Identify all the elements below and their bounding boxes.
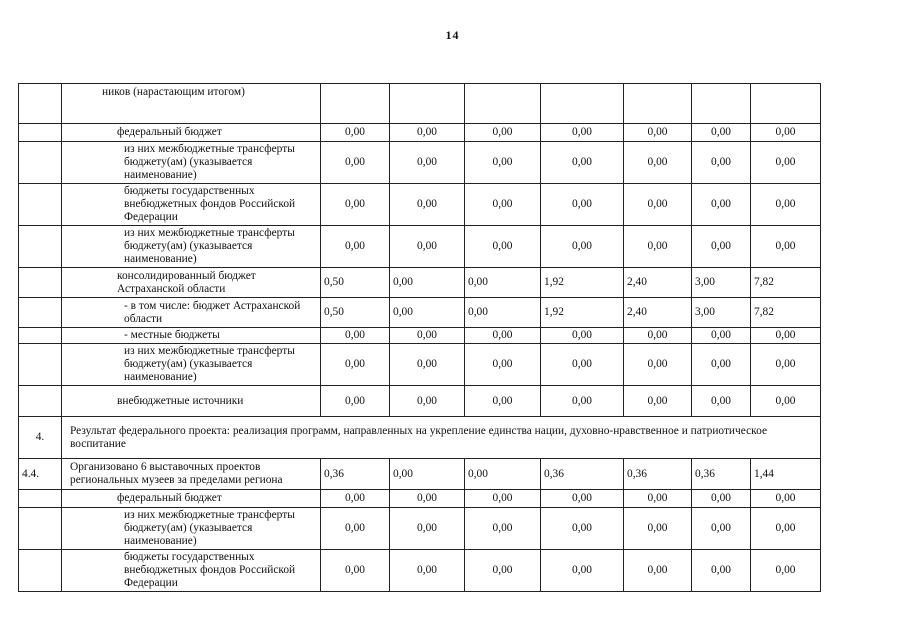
- value-cell: 0,00: [465, 268, 541, 298]
- row-index-cell: [19, 142, 62, 184]
- value-cell: 0,50: [321, 298, 390, 328]
- value-cell: 0,00: [624, 142, 692, 184]
- table-row: [19, 344, 821, 386]
- value-cell: 0,36: [541, 459, 624, 490]
- table-row: [19, 550, 821, 592]
- row-index-cell: [19, 550, 62, 592]
- page-number: 14: [445, 28, 460, 42]
- value-cell: 2,40: [624, 298, 692, 328]
- table-row: [19, 142, 821, 184]
- value-cell: 0,00: [390, 344, 465, 386]
- row-label: ников (нарастающим итогом): [62, 84, 321, 124]
- value-cell: 0,00: [624, 344, 692, 386]
- value-cell: 0,00: [390, 184, 465, 226]
- row-label: внебюджетные источники: [62, 386, 321, 417]
- table-row: [19, 226, 821, 268]
- value-cell: 0,00: [541, 344, 624, 386]
- table-row: [19, 386, 821, 417]
- value-cell: 2,40: [624, 268, 692, 298]
- row-index-cell: [19, 84, 62, 124]
- value-cell: 0,00: [465, 386, 541, 417]
- value-cell: 0,00: [321, 386, 390, 417]
- table-row: [19, 298, 821, 328]
- row-index-cell: [19, 226, 62, 268]
- row-index-cell: [19, 386, 62, 417]
- value-cell: 0,00: [751, 490, 821, 508]
- table-row: [19, 184, 821, 226]
- value-cell: 0,00: [751, 550, 821, 592]
- value-cell: 0,00: [321, 550, 390, 592]
- value-cell: 0,00: [390, 490, 465, 508]
- table-row: [19, 328, 821, 344]
- value-cell: 0,00: [624, 490, 692, 508]
- item-index: 4.4.: [19, 459, 62, 490]
- value-cell: 0,00: [465, 184, 541, 226]
- table-row: [19, 268, 821, 298]
- value-cell: 0,50: [321, 268, 390, 298]
- section-row: [19, 417, 821, 459]
- value-cell: 0,00: [465, 550, 541, 592]
- value-cell: 0,00: [692, 184, 751, 226]
- value-cell: 0,00: [465, 298, 541, 328]
- value-cell: 0,00: [390, 226, 465, 268]
- table-row: [19, 490, 821, 508]
- value-cell: 0,00: [751, 344, 821, 386]
- value-cell: 0,00: [751, 386, 821, 417]
- value-cell: 0,00: [390, 142, 465, 184]
- value-cell: 0,00: [624, 386, 692, 417]
- value-cell: 0,00: [692, 550, 751, 592]
- value-cell: 0,00: [624, 184, 692, 226]
- value-cell: 0,00: [692, 386, 751, 417]
- item-row: [19, 459, 821, 490]
- row-label: федеральный бюджет: [62, 490, 321, 508]
- value-cell: 0,00: [624, 124, 692, 142]
- value-cell: 0,00: [751, 508, 821, 550]
- row-label: из них межбюджетные трансферты бюджету(ам) (указывается наименование): [62, 508, 321, 550]
- value-cell: 0,00: [465, 508, 541, 550]
- row-label: консолидированный бюджет Астраханской области: [62, 268, 321, 298]
- row-label: - местные бюджеты: [62, 328, 321, 344]
- value-cell: 0,00: [624, 550, 692, 592]
- value-cell: 0,00: [541, 124, 624, 142]
- value-cell: 0,00: [624, 226, 692, 268]
- value-cell: 1,92: [541, 298, 624, 328]
- value-cell: 0,00: [692, 328, 751, 344]
- row-label: бюджеты государственных внебюджетных фондов Российской Федерации: [62, 184, 321, 226]
- value-cell: 3,00: [692, 298, 751, 328]
- table-row: [19, 508, 821, 550]
- financing-table: [18, 83, 821, 592]
- value-cell: 3,00: [692, 268, 751, 298]
- value-cell: 0,36: [321, 459, 390, 490]
- value-cell: [390, 84, 465, 124]
- row-index-cell: [19, 298, 62, 328]
- value-cell: 0,00: [541, 184, 624, 226]
- value-cell: 1,92: [541, 268, 624, 298]
- row-label: из них межбюджетные трансферты бюджету(ам) (указывается наименование): [62, 226, 321, 268]
- value-cell: 0,00: [321, 226, 390, 268]
- value-cell: 0,36: [624, 459, 692, 490]
- value-cell: 0,00: [692, 344, 751, 386]
- item-label: Организовано 6 выставочных проектов региональных музеев за пределами региона: [62, 459, 321, 490]
- value-cell: 0,00: [541, 508, 624, 550]
- row-label: из них межбюджетные трансферты бюджету(ам) (указывается наименование): [62, 344, 321, 386]
- value-cell: 0,36: [692, 459, 751, 490]
- value-cell: 0,00: [321, 124, 390, 142]
- value-cell: 0,00: [465, 226, 541, 268]
- value-cell: 0,00: [465, 328, 541, 344]
- value-cell: 0,00: [751, 328, 821, 344]
- row-label: федеральный бюджет: [62, 124, 321, 142]
- value-cell: [465, 84, 541, 124]
- row-label: - в том числе: бюджет Астраханской области: [62, 298, 321, 328]
- value-cell: 0,00: [751, 124, 821, 142]
- value-cell: 0,00: [390, 124, 465, 142]
- value-cell: [624, 84, 692, 124]
- value-cell: 0,00: [390, 298, 465, 328]
- value-cell: 0,00: [541, 550, 624, 592]
- value-cell: 0,00: [692, 142, 751, 184]
- value-cell: 0,00: [321, 490, 390, 508]
- row-index-cell: [19, 508, 62, 550]
- value-cell: 0,00: [465, 490, 541, 508]
- value-cell: 0,00: [751, 226, 821, 268]
- row-index-cell: [19, 344, 62, 386]
- value-cell: 0,00: [465, 459, 541, 490]
- value-cell: 0,00: [541, 490, 624, 508]
- value-cell: 0,00: [465, 124, 541, 142]
- value-cell: [321, 84, 390, 124]
- value-cell: 0,00: [692, 226, 751, 268]
- value-cell: 0,00: [390, 459, 465, 490]
- value-cell: 0,00: [692, 508, 751, 550]
- table-row: [19, 124, 821, 142]
- value-cell: 0,00: [541, 226, 624, 268]
- value-cell: 0,00: [541, 328, 624, 344]
- row-label: бюджеты государственных внебюджетных фондов Российской Федерации: [62, 550, 321, 592]
- value-cell: 0,00: [390, 508, 465, 550]
- value-cell: 0,00: [390, 386, 465, 417]
- row-index-cell: [19, 124, 62, 142]
- value-cell: 0,00: [541, 142, 624, 184]
- value-cell: 0,00: [751, 142, 821, 184]
- value-cell: 7,82: [751, 268, 821, 298]
- table-row: [19, 84, 821, 124]
- value-cell: 0,00: [692, 490, 751, 508]
- value-cell: 0,00: [624, 328, 692, 344]
- value-cell: 0,00: [321, 184, 390, 226]
- value-cell: 0,00: [390, 268, 465, 298]
- value-cell: 7,82: [751, 298, 821, 328]
- value-cell: 0,00: [321, 344, 390, 386]
- value-cell: 0,00: [390, 328, 465, 344]
- value-cell: 0,00: [465, 344, 541, 386]
- value-cell: 0,00: [321, 142, 390, 184]
- value-cell: 0,00: [465, 142, 541, 184]
- value-cell: 0,00: [321, 328, 390, 344]
- value-cell: 0,00: [390, 550, 465, 592]
- value-cell: 1,44: [751, 459, 821, 490]
- value-cell: 0,00: [541, 386, 624, 417]
- value-cell: [751, 84, 821, 124]
- value-cell: 0,00: [692, 124, 751, 142]
- value-cell: 0,00: [321, 508, 390, 550]
- section-title: Результат федерального проекта: реализация программ, направленных на укрепление единства нации, духовно-нравственное и патриотическое воспитание: [62, 417, 821, 459]
- value-cell: 0,00: [624, 508, 692, 550]
- row-index-cell: [19, 184, 62, 226]
- value-cell: [541, 84, 624, 124]
- row-index-cell: [19, 328, 62, 344]
- value-cell: 0,00: [751, 184, 821, 226]
- value-cell: [692, 84, 751, 124]
- row-index-cell: [19, 490, 62, 508]
- row-label: из них межбюджетные трансферты бюджету(ам) (указывается наименование): [62, 142, 321, 184]
- section-index: 4.: [19, 417, 62, 459]
- row-index-cell: [19, 268, 62, 298]
